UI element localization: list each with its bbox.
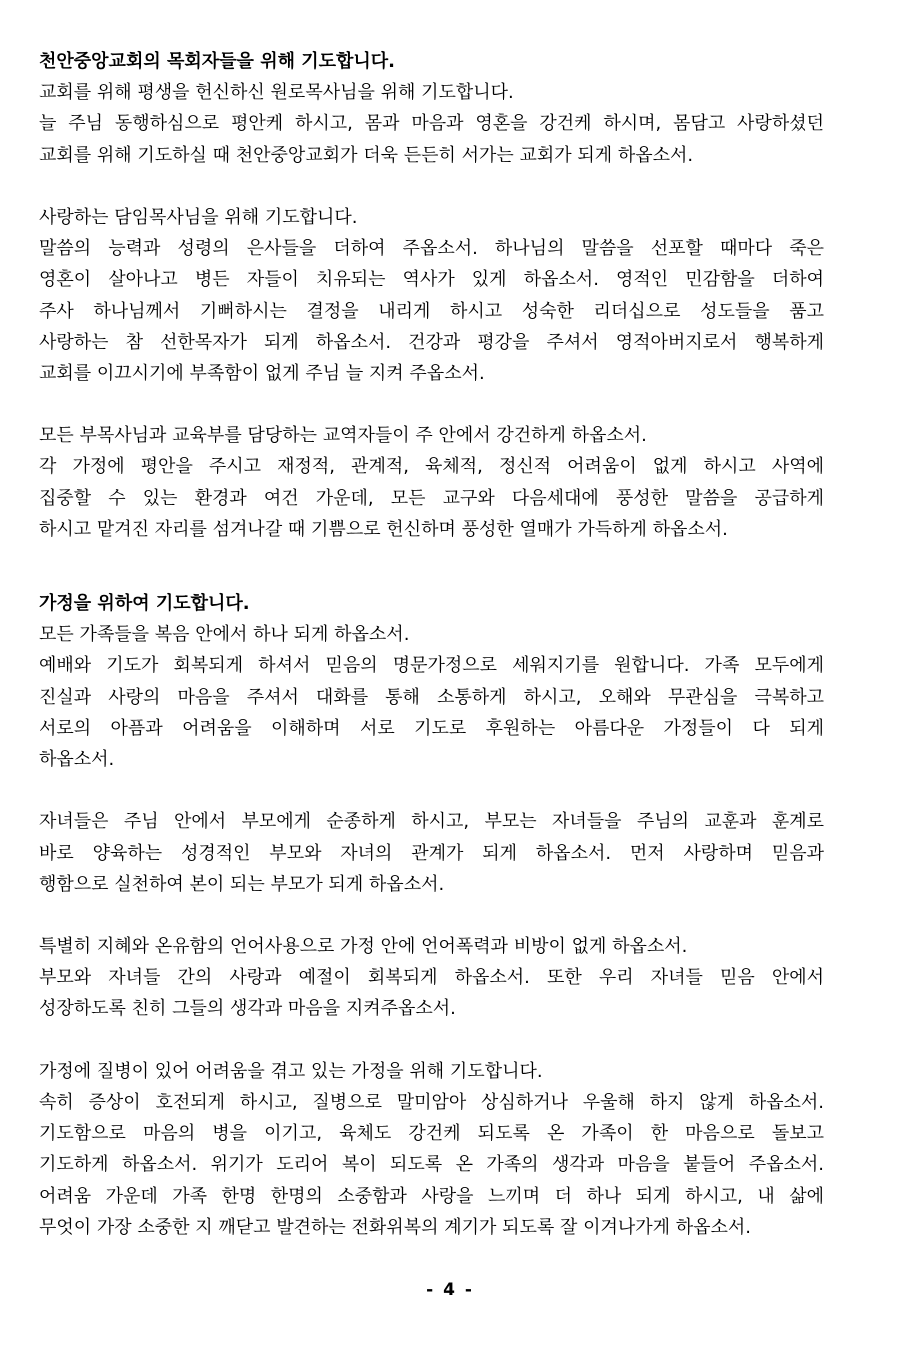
paragraph-line: 자녀들은 주님 안에서 부모에게 순종하게 하시고, 부모는 자녀들을 주님의 교훈과 훈계로 <box>39 811 824 833</box>
paragraph-line: 각 가정에 평안을 주시고 재정적, 관계적, 육체적, 정신적 어려움이 없게 하시고 사역에 <box>39 456 824 478</box>
paragraph-line: 하시고 맡겨진 자리를 섬겨나갈 때 기쁨으로 헌신하며 풍성한 열매가 가득하게 하옵소서. <box>39 518 728 540</box>
section-gap <box>39 545 824 588</box>
document-page <box>39 46 824 1243</box>
paragraph-line: 예배와 기도가 회복되게 하셔서 믿음의 명문가정으로 세워지기를 원합니다. 가족 모두에게 <box>39 655 824 677</box>
page-number: - 4 - <box>426 1280 474 1300</box>
paragraph-line: 행함으로 실천하여 본이 되는 부모가 되게 하옵소서. <box>39 873 445 895</box>
section-heading-families: 가정을 위하여 기도합니다. <box>39 593 250 614</box>
paragraph-line: 집중할 수 있는 환경과 여건 가운데, 모든 교구와 다음세대에 풍성한 말씀을 공급하게 <box>39 487 824 509</box>
paragraph-gap <box>39 775 824 806</box>
paragraph-line: 가정에 질병이 있어 어려움을 겪고 있는 가정을 위해 기도합니다. <box>39 1060 543 1082</box>
paragraph-line: 특별히 지혜와 온유함의 언어사용으로 가정 안에 언어폭력과 비방이 없게 하옵소서. <box>39 936 688 958</box>
paragraph-line: 어려움 가운데 가족 한명 한명의 소중함과 사랑을 느끼며 더 하나 되게 하시고, 내 삶에 <box>39 1185 824 1207</box>
paragraph-line: 부모와 자녀들 간의 사랑과 예절이 회복되게 하옵소서. 또한 우리 자녀들 믿음 안에서 <box>39 967 824 989</box>
paragraph-line: 사랑하는 참 선한목자가 되게 하옵소서. 건강과 평강을 주셔서 영적아버지로서 행복하게 <box>39 331 824 353</box>
paragraph-line: 무엇이 가장 소중한 지 깨닫고 발견하는 전화위복의 계기가 되도록 잘 이겨나가게 하옵소서. <box>39 1216 752 1238</box>
paragraph-gap <box>39 900 824 931</box>
paragraph-line: 교회를 위해 기도하실 때 천안중앙교회가 더욱 든든히 서가는 교회가 되게 하옵소서. <box>39 144 694 166</box>
paragraph-line: 기도함으로 마음의 병을 이기고, 육체도 강건케 되도록 온 가족이 한 마음으로 돌보고 <box>39 1123 824 1145</box>
paragraph-line: 늘 주님 동행하심으로 평안케 하시고, 몸과 마음과 영혼을 강건케 하시며, 몸담고 사랑하셨던 <box>39 113 824 135</box>
paragraph-line: 서로의 아픔과 어려움을 이해하며 서로 기도로 후원하는 아름다운 가정들이 다 되게 <box>39 717 824 739</box>
paragraph-gap <box>39 389 824 420</box>
paragraph-line: 사랑하는 담임목사님을 위해 기도합니다. <box>39 206 358 228</box>
paragraph-line: 말씀의 능력과 성령의 은사들을 더하여 주옵소서. 하나님의 말씀을 선포할 때마다 죽은 <box>39 238 824 260</box>
paragraph-line: 교회를 이끄시기에 부족함이 없게 주님 늘 지켜 주옵소서. <box>39 362 485 384</box>
paragraph-line: 성장하도록 친히 그들의 생각과 마음을 지켜주옵소서. <box>39 998 456 1020</box>
section-heading-pastors: 천안중앙교회의 목회자들을 위해 기도합니다. <box>39 51 396 72</box>
paragraph-line: 모든 부목사님과 교육부를 담당하는 교역자들이 주 안에서 강건하게 하옵소서. <box>39 425 647 447</box>
paragraph-line: 바로 양육하는 성경적인 부모와 자녀의 관계가 되게 하옵소서. 먼저 사랑하며 믿음과 <box>39 842 824 864</box>
paragraph-line: 교회를 위해 평생을 헌신하신 원로목사님을 위해 기도합니다. <box>39 82 514 104</box>
paragraph-gap <box>39 171 824 202</box>
paragraph-line: 영혼이 살아나고 병든 자들이 치유되는 역사가 있게 하옵소서. 영적인 민감함을 더하여 <box>39 269 824 291</box>
paragraph-line: 기도하게 하옵소서. 위기가 도리어 복이 되도록 온 가족의 생각과 마음을 붙들어 주옵소서. <box>39 1154 824 1176</box>
paragraph-line: 속히 증상이 호전되게 하시고, 질병으로 말미암아 상심하거나 우울해 하지 않게 하옵소서. <box>39 1092 824 1113</box>
paragraph-line: 진실과 사랑의 마음을 주셔서 대화를 통해 소통하게 하시고, 오해와 무관심을 극복하고 <box>39 686 824 708</box>
paragraph-line: 모든 가족들을 복음 안에서 하나 되게 하옵소서. <box>39 624 410 646</box>
paragraph-line: 하옵소서. <box>39 748 115 770</box>
paragraph-line: 주사 하나님께서 기뻐하시는 결정을 내리게 하시고 성숙한 리더십으로 성도들을 품고 <box>39 300 824 322</box>
paragraph-gap <box>39 1025 824 1056</box>
